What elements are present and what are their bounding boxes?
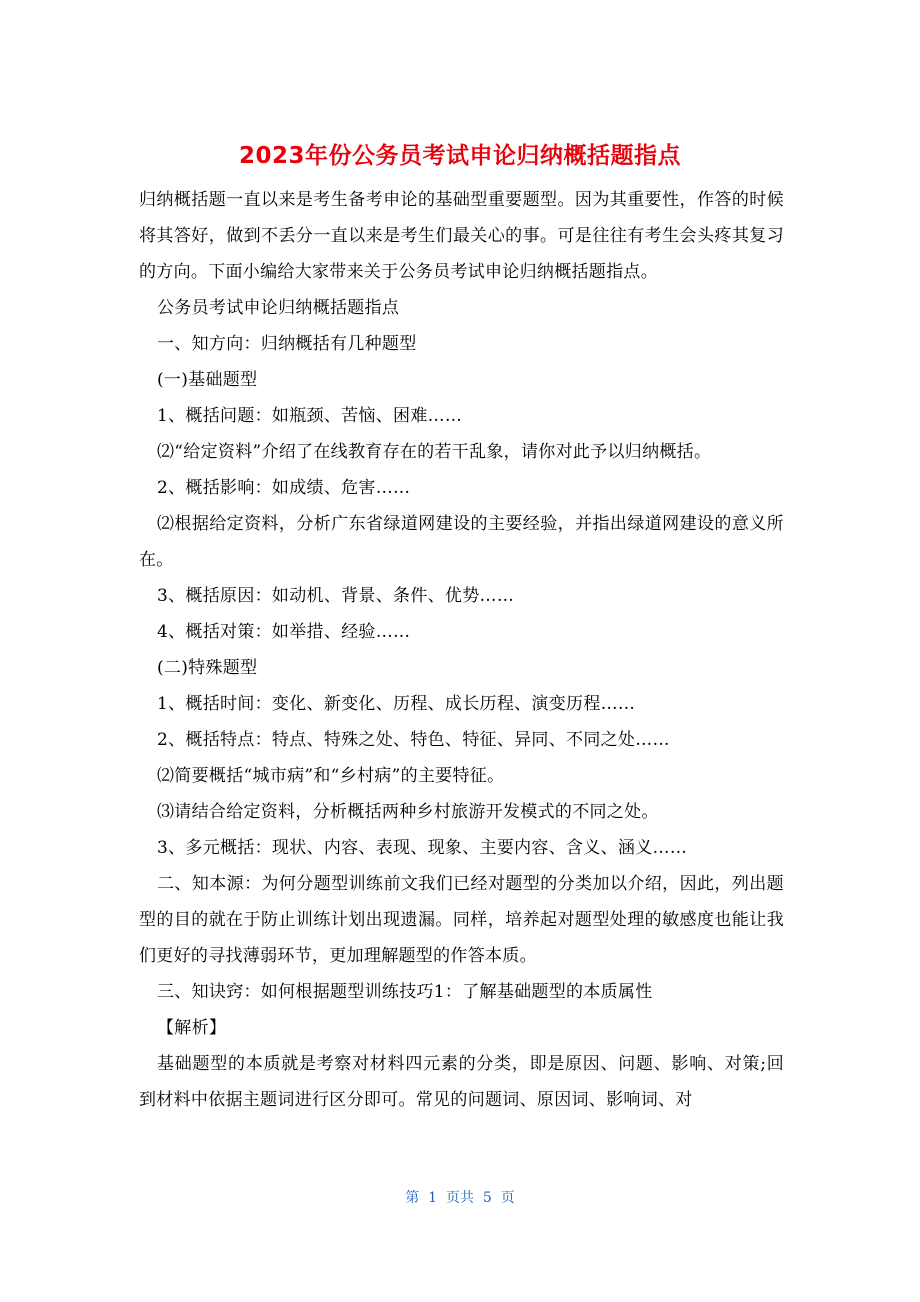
basic-item-4: 4、概括对策：如举措、经验……: [157, 622, 411, 642]
basic-item-1-example: ⑵“给定资料”介绍了在线教育存在的若干乱象，请你对此予以归纳概括。: [157, 442, 712, 462]
special-item-1: 1、概括时间：变化、新变化、历程、成长历程、演变历程……: [157, 694, 636, 714]
analysis-label: 【解析】: [157, 1018, 227, 1038]
subtitle-line: 公务员考试申论归纳概括题指点: [157, 298, 400, 318]
special-types-heading: (二)特殊题型: [157, 658, 258, 678]
intro-paragraph: 归纳概括题一直以来是考生备考申论的基础型重要题型。因为其重要性，作答的时候将其答好，做到不丢分一直以来是考生们最关心的事。可是往往有考生会头疼其复习的方向。下面小编给大家带来关于公务员考试申论归纳概括题指点。: [139, 190, 784, 282]
special-item-2-example-b: ⑶请结合给定资料，分析概括两种乡村旅游开发模式的不同之处。: [157, 802, 659, 822]
basic-item-2: 2、概括影响：如成绩、危害……: [157, 478, 411, 498]
basic-item-3: 3、概括原因：如动机、背景、条件、优势……: [157, 586, 515, 606]
basic-item-1: 1、概括问题：如瓶颈、苦恼、困难……: [157, 406, 463, 426]
section2-paragraph: 二、知本源：为何分题型训练前文我们已经对题型的分类加以介绍，因此，列出题型的目的就在于防止训练计划出现遗漏。同样，培养起对题型处理的敏感度也能让我们更好的寻找薄弱环节，更加理解题型的作答本质。: [139, 874, 784, 966]
section3-heading: 三、知诀窍：如何根据题型训练技巧1：了解基础题型的本质属性: [157, 982, 653, 1002]
basic-item-2-example: ⑵根据给定资料，分析广东省绿道网建设的主要经验，并指出绿道网建设的意义所在。: [139, 514, 784, 570]
document-title: 2023年份公务员考试申论归纳概括题指点: [238, 143, 681, 169]
document-body: [139, 182, 784, 1118]
page-number-footer: 第 1 页共 5 页: [405, 1190, 515, 1206]
analysis-paragraph: 基础题型的本质就是考察对材料四元素的分类，即是原因、问题、影响、对策;回到材料中依据主题词进行区分即可。常见的问题词、原因词、影响词、对: [139, 1054, 784, 1110]
special-item-2-example-a: ⑵简要概括“城市病”和“乡村病”的主要特征。: [157, 766, 505, 786]
basic-types-heading: (一)基础题型: [157, 370, 258, 390]
special-item-3: 3、多元概括：现状、内容、表现、现象、主要内容、含义、涵义……: [157, 838, 688, 858]
section1-heading: 一、知方向：归纳概括有几种题型: [157, 334, 417, 354]
special-item-2: 2、概括特点：特点、特殊之处、特色、特征、异同、不同之处……: [157, 730, 670, 750]
